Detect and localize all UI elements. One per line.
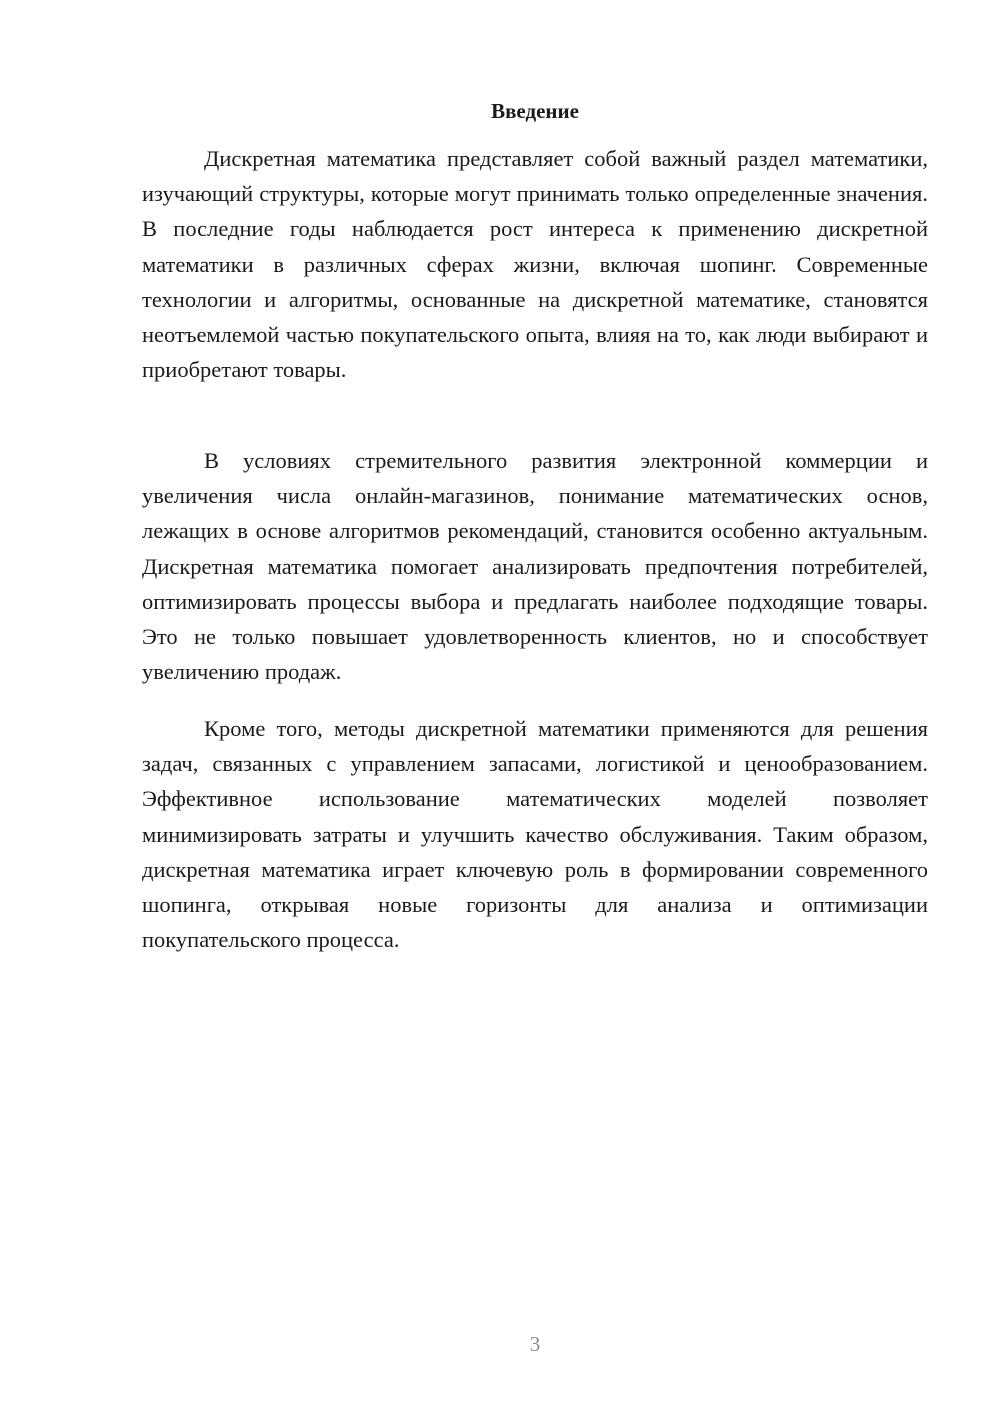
section-title: Введение (491, 99, 579, 123)
page-number: 3 (529, 1332, 541, 1356)
paragraph-3: Кроме того, методы дискретной математики применяются для решения задач, связанных с управлением запасами, логистикой и ценообразованием. Эффективное использование математических моделей позволяет минимизировать затраты и улучшить качество обслуживания. Таким образом, дискретная математика играет ключевую роль в формировании современного шопинга, открывая новые горизонты для анализа и оптимизации покупательского процесса. (142, 716, 928, 953)
paragraph-2: В условиях стремительного развития электронной коммерции и увеличения числа онлайн-магазинов, понимание математических основ, лежащих в основе алгоритмов рекомендаций, становится особенно актуальным. Дискретная математика помогает анализировать предпочтения потребителей, оптимизировать процессы выбора и предлагать наиболее подходящие товары. Это не только повышает удовлетворенность клиентов, но и способствует увеличению продаж. (142, 448, 928, 685)
paragraph-1: Дискретная математика представляет собой важный раздел математики, изучающий структуры, которые могут принимать только определенные значения. В последние годы наблюдается рост интереса к применению дискретной математики в различных сферах жизни, включая шопинг. Современные технологии и алгоритмы, основанные на дискретной математике, становятся неотъемлемой частью покупательского опыта, влияя на то, как люди выбирают и приобретают товары. (142, 146, 928, 383)
